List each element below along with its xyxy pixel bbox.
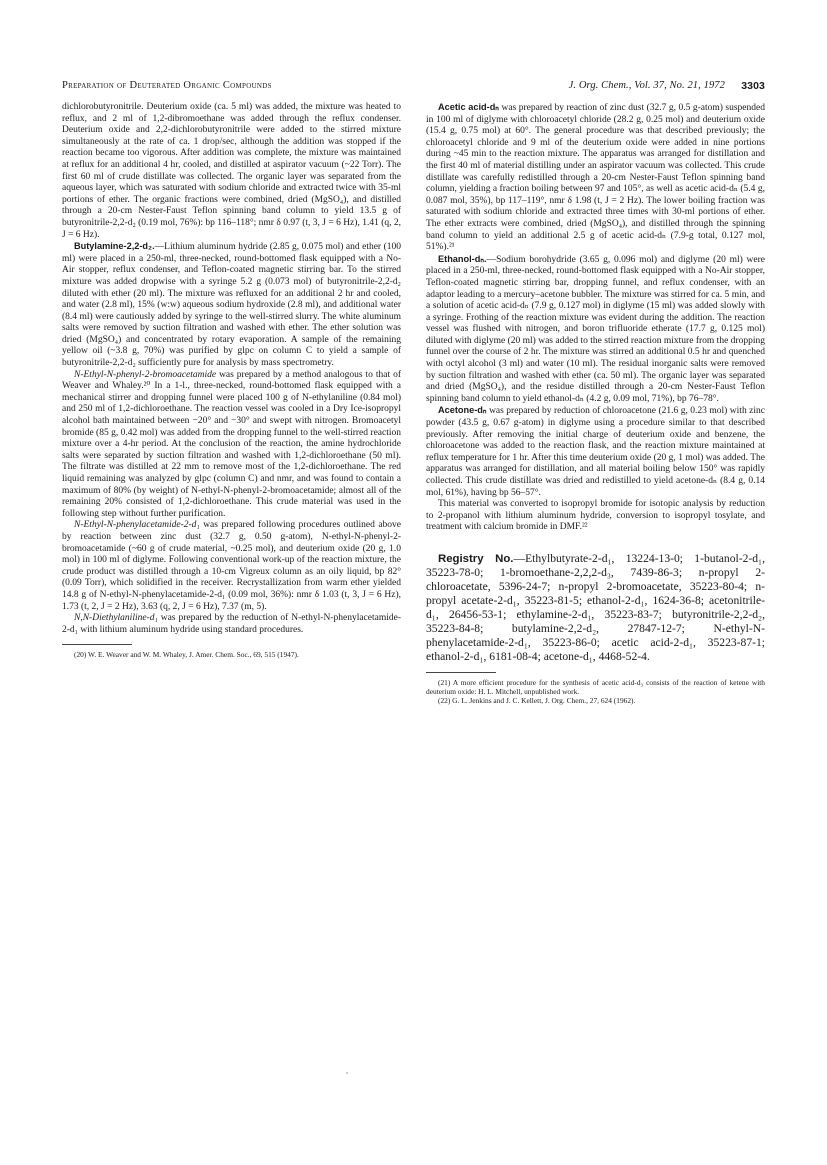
paragraph-body: —Sodium borohydride (3.65 g, 0.096 mol) and diglyme (20 ml) were placed in a 250-ml, three-necked, round-bottomed flask equipped with a No-Air stopper, Teflon-coated magnetic stirring bar, dropping funnel, and reflux condenser, with an adaptor leading to a mercury–acetone bubbler. The mixture was stirred for ca. 5 min, and a solution of acetic acid-dₙ (7.9 g, 0.127 mol) in diglyme (15 ml) was added slowly with a syringe. Frothing of the reaction mixture was evident during the addition. The reaction vessel was flushed with nitrogen, and boron trifluoride etherate (17.7 g, 0.125 mol) diluted with diglyme (20 ml) was added to the stirred reaction mixture from the dropping funnel over the course of 2 hr. The mixture was stirred an additional 0.5 hr and quenched with octyl alcohol (3 ml) and water (10 ml). The residual inorganic salts were removed by suction filtration and washed with ether (ca. 50 ml). The organic layer was separated and dried (MgSO₄), and the residue distilled through a 20-cm Nester-Faust Teflon spinning band column to yield ethanol-dₙ (4.2 g, 0.09 mol, 71%), bp 76–78°. — [426, 254, 765, 404]
paragraph-diethylaniline — [62, 613, 401, 636]
running-header — [62, 80, 765, 98]
section-heading-acetic-acid: Acetic acid-dₙ — [438, 102, 499, 112]
running-title: Preparation of Deuterated Organic Compounds — [62, 80, 272, 91]
section-heading-ethanol: Ethanol-dₙ. — [438, 253, 487, 264]
section-heading-phenylacetamide: N-Ethyl-N-phenylacetamide-2-d₁ — [74, 520, 200, 531]
paragraph-body: was prepared by the reduction of N-ethyl-N-phenylacetamide-2-d₁ with lithium aluminum hydride using standard procedures. — [62, 613, 401, 635]
paragraph-isopropyl-conversion: This material was converted to isopropyl bromide for isotopic analysis by reduction to 2-propanol with lithium aluminum hydride, conversion to isopropyl tosylate, and treatment with calcium bromide in DMF.²² — [426, 499, 765, 533]
paragraph-butylamine — [62, 241, 401, 370]
section-heading-acetone: Acetone-dₙ — [438, 405, 487, 416]
paragraph-acetic-acid — [426, 102, 765, 254]
registry-numbers — [426, 552, 765, 664]
page-speck — [346, 1072, 348, 1074]
right-column — [426, 102, 765, 706]
page-number: 3303 — [741, 80, 765, 92]
footnote-rule — [62, 644, 132, 645]
left-column — [62, 102, 401, 660]
paragraph-bromoacetamide — [62, 370, 401, 521]
paragraph-body: was prepared by reaction of zinc dust (32.7 g, 0.5 g-atom) suspended in 100 ml of diglyme with chloroacetyl chloride (28.2 g, 0.25 mol) and deuterium oxide (15.4 g, 0.75 mol) at 60°. The general procedure was that described previously; the chloroacetyl chloride and 9 ml of the deuterium oxide were added in nine portions during ~45 min to the reaction mixture. The apparatus was arranged for distillation and the first 40 ml of material distilling under an aspirator vacuum was collected. This crude distillate was carefully redistilled through a 20-cm Nester-Faust Teflon spinning band column, yielding a fraction boiling between 97 and 105°, as well as acetic acid-dₙ (5.4 g, 0.087 mol, 35%), bp 117–119°, nmr δ 1.98 (t, J = 2 Hz). The lower boiling fraction was saturated with sodium chloride and extracted three times with 30-ml portions of ether. The ether extracts were combined, dried (MgSO₄), and distilled through the spinning band column to yield an additional 2.5 g of acetic acid-dₙ (7.9-g total, 0.127 mol, 51%).²¹ — [426, 103, 765, 253]
section-heading-diethylaniline: N,N-Diethylaniline-d₁ — [74, 613, 158, 624]
paragraph-body: was prepared by reduction of chloroacetone (21.6 g, 0.23 mol) with zinc powder (43.5 g, 0.67 g-atom) in diglyme using a procedure similar to that described previously. After removing the initial charge of deuterium oxide and benzene, the chloroacetone was added to the reaction flask, and the reaction mixture maintained at reflux temperature for 1 hr. After this time deuterium oxide (20 g, 1 mol) was added. The apparatus was arranged for distillation, and all material boiling below 150° was rapidly collected. This crude distillate was dried and redistilled to yield acetone-dₙ (8.4 g, 0.14 mol, 61%), having bp 56–57°. — [426, 406, 765, 498]
footnote-rule — [426, 672, 496, 673]
paragraph-butyronitrile-prep: dichlorobutyronitrile. Deuterium oxide (ca. 5 ml) was added, the mixture was heated to reflux, and 2 ml of 1,2-dibromoethane was added through the reflux condenser. Deuterium oxide and 2,2-dichlorobutyronitrile were added to the stirred mixture simultaneously at the rate of ca. 1 drop/sec, although the addition was stopped if the reaction became too vigorous. After addition was complete, the mixture was maintained at reflux for an additional 4 hr, cooled, and distilled at aspirator vacuum (~22 Torr). The first 60 ml of crude distillate was collected. The organic layer was separated from the aqueous layer, which was saturated with sodium chloride and extracted twice with 35-ml portions of ether. The organic fractions were combined, dried (MgSO₄), and distilled through a 20-cm Nester-Faust Teflon spinning band column to yield 13.5 g of butyronitrile-2,2-d₂ (0.19 mol, 76%): bp 116–118°; nmr δ 0.97 (t, 3, J = 6 Hz), 1.41 (q, 2, J = 6 Hz). — [62, 102, 401, 240]
paragraph-body: was prepared following procedures outlined above by reaction between zinc dust (32.7 g, 0.50 g-atom), N-ethyl-N-phenyl-2-bromoacetamide (~60 g of crude material, ~0.25 mol), and deuterium oxide (20 g, 1.0 mol) in 100 ml of diglyme. Following conventional work-up of the reaction mixture, the crude product was distilled through a 10-cm Vigreux column as an oily liquid, bp 82° (0.09 Torr), which solidified in the receiver. Recrystallization from warm ether yielded 14.8 g of N-ethyl-N-phenylacetamide-2-d₁ (0.09 mol, 36%): nmr δ 1.03 (t, 3, J = 6 Hz), 1.73 (t, 2, J = 2 Hz), 3.63 (q, 2, J = 6 Hz), 7.37 (m, 5). — [62, 520, 401, 612]
section-heading-bromoacetamide: N-Ethyl-N-phenyl-2-bromoacetamide — [74, 369, 217, 380]
registry-list: —Ethylbutyrate-2-d₁, 13224-13-0; 1-butanol-2-d₁, 35223-78-0; 1-bromoethane-2,2,2-d₃, 7439-86-3; n-propyl 2-chloroacetate, 5396-24-7; n-propyl 2-bromoacetate, 35223-80-4; n-propyl acetate-2-d₁, 35223-81-5; ethanol-2-d₁, 1624-36-8; acetonitrile-d₁, 26456-53-1; ethylamine-2-d₁, 35223-83-7; butyronitrile-2,2-d₂, 35223-84-8; butylamine-2,2-d₂, 27847-12-7; N-ethyl-N-phenylacetamide-2-d₁, 35223-86-0; acetic acid-2-d₁, 35223-87-1; ethanol-2-d₁, 6181-08-4; acetone-d₁, 4468-52-4. — [426, 551, 766, 663]
section-heading-butylamine: Butylamine-2,2-d₂. — [74, 241, 155, 252]
paragraph-body: —Lithium aluminum hydride (2.85 g, 0.075 mol) and ether (100 ml) were placed in a 250-ml, three-necked, round-bottomed flask equipped with a No-Air stopper, reflux condenser, and Teflon-coated magnetic stirring bar. To the stirred mixture was added dropwise with a syringe 5.2 g (0.073 mol) of butyronitrile-2,2-d₂ diluted with ether (20 ml). The mixture was refluxed for an additional 2 hr and cooled, and water (2.8 ml), 15% (w:w) aqueous sodium hydroxide (2.8 ml), and additional water (8.4 ml) were cautiously added by syringe to the well-stirred slurry. The white aluminum salts were removed by suction filtration and washed with ether. The ether solution was dried (MgSO₄) and concentrated by rotary evaporation. A sample of the remaining yellow oil (~3.8 g, 70%) was purified by glpc on column C to yield a sample of butyronitrile-2,2-d₂ sufficiently pure for analysis by mass spectrometry. — [62, 242, 401, 369]
footnote-20: (20) W. E. Weaver and W. M. Whaley, J. Amer. Chem. Soc., 69, 515 (1947). — [74, 650, 299, 660]
paragraph-phenylacetamide — [62, 520, 401, 613]
footnote-22: (22) G. L. Jenkins and J. C. Kellett, J. Org. Chem., 27, 624 (1962). — [438, 696, 636, 706]
paragraph-acetone — [426, 405, 765, 499]
footnote-21: (21) A more efficient procedure for the synthesis of acetic acid-d₃ consists of the reaction of ketene with deuterium oxide: H. L. Mitchell, unpublished work. — [426, 677, 765, 697]
journal-citation: J. Org. Chem., Vol. 37, No. 21, 1972 — [568, 80, 725, 91]
paragraph-body: was prepared by a method analogous to that of Weaver and Whaley.²⁰ In a 1-l., three-necked, round-bottomed flask equipped with a mechanical stirrer and dropping funnel were placed 100 g of N-ethylaniline (0.84 mol) and 250 ml of 1,2-dichloroethane. The reaction vessel was cooled in a Dry Ice-isopropyl alcohol bath maintained between −20° and −30° and swept with nitrogen. Bromoacetyl bromide (85 g, 0.42 mol) was added from the dropping funnel to the well-stirred reaction mixture over a 4-hr period. At the conclusion of the reaction, the amine hydrochloride salts were separated by suction filtration and washed with 1,2-dichloroethane (50 ml). The filtrate was distilled at 22 mm to remove most of the 1,2-dichloroethane. The red liquid remaining was analyzed by glpc (column C) and nmr, and was found to contain a maximum of 80% (by weight) of N-ethyl-N-phenyl-2-bromoacetamide; almost all of the remaining 20% consisted of 1,2-dichloroethane. This crude material was used in the following step without further purification. — [62, 369, 401, 519]
paragraph-ethanol — [426, 254, 765, 406]
registry-heading: Registry No. — [438, 552, 514, 565]
